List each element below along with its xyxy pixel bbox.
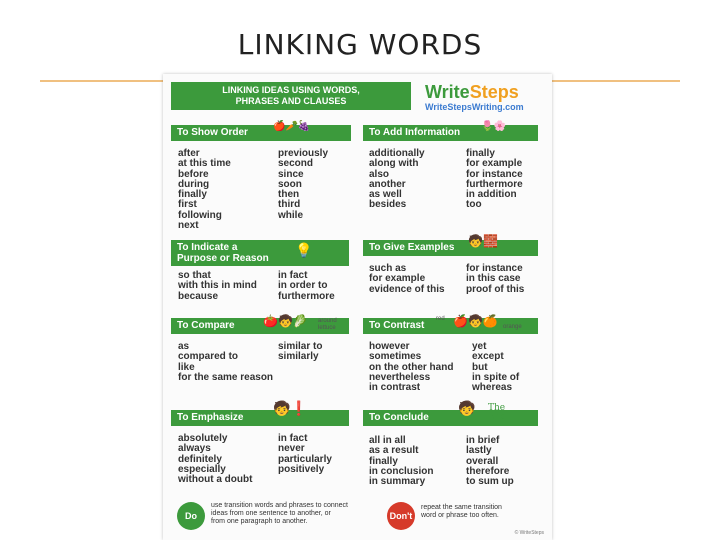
word: in summary	[369, 476, 426, 488]
word: particularly	[278, 453, 332, 465]
do-note-line: from one paragraph to another.	[211, 518, 308, 525]
word: for example	[466, 158, 523, 170]
word: however	[369, 341, 410, 352]
indicate-purpose-col1	[178, 271, 257, 302]
child-with-fruit-icon: 🍅🧒🥬	[263, 314, 308, 328]
deco-label: The	[488, 403, 506, 413]
fruit-icon: 🍎🥕🍇	[273, 121, 311, 132]
section-header-give-examples	[363, 240, 538, 256]
word: first	[178, 199, 197, 211]
child-with-fruit-icon: 🍎🧒🍊	[453, 314, 498, 328]
word: in order to	[278, 280, 328, 292]
word: on the other hand	[369, 361, 454, 373]
word: as	[178, 341, 190, 352]
word: to sum up	[466, 476, 514, 488]
child-with-blocks-icon: 🧒🧱	[468, 234, 498, 248]
word: but	[472, 361, 488, 373]
writesteps-logo	[425, 82, 545, 118]
word: in this case	[466, 273, 521, 285]
word: in brief	[466, 435, 500, 446]
contrast-decoration-label-red: red	[436, 316, 445, 322]
word: next	[178, 220, 199, 232]
word: whereas	[472, 382, 513, 394]
compare-decoration-labels	[318, 318, 337, 332]
dont-note-line: word or phrase too often.	[421, 512, 499, 519]
word: finally	[466, 148, 495, 159]
section-title-line2: Purpose or Reason	[177, 253, 269, 264]
the-end-sign	[488, 404, 506, 422]
compare-col1	[178, 342, 273, 383]
give-examples-col2	[466, 264, 524, 295]
word: furthermore	[466, 178, 523, 190]
word: never	[278, 443, 305, 455]
conclude-col1	[369, 436, 433, 487]
conclude-col2	[466, 436, 514, 487]
section-title: To Show Order	[177, 127, 248, 138]
word: finally	[178, 189, 207, 201]
emphasize-col1	[178, 434, 252, 485]
word: soon	[278, 178, 302, 190]
logo-url: WriteStepsWriting.com	[425, 102, 524, 112]
deco-label: around	[318, 318, 337, 324]
word: proof of this	[466, 283, 525, 295]
word: in conclusion	[369, 465, 434, 477]
section-header-add-information	[363, 125, 538, 141]
do-note	[211, 502, 348, 526]
word: after	[178, 148, 200, 159]
section-title: To Emphasize	[177, 412, 244, 423]
word: following	[178, 209, 222, 221]
copyright: © WriteSteps	[514, 530, 544, 536]
word: with this in mind	[178, 280, 257, 292]
word: lastly	[466, 445, 492, 457]
section-header-indicate-purpose	[171, 240, 349, 266]
word: besides	[369, 199, 407, 211]
word: without a doubt	[178, 474, 253, 486]
word: evidence of this	[369, 283, 445, 295]
give-examples-col1	[369, 264, 445, 295]
word: for instance	[466, 263, 523, 274]
word: also	[369, 168, 390, 180]
child-icon: 🧒	[458, 400, 476, 416]
word: such as	[369, 263, 407, 274]
section-title-line1: To Indicate a	[177, 242, 238, 253]
slide-title: LINKING WORDS	[237, 28, 483, 61]
add-information-col1	[369, 149, 425, 211]
word: definitely	[178, 453, 222, 465]
word: except	[472, 351, 504, 363]
word: for example	[369, 273, 426, 285]
word: since	[278, 168, 304, 180]
section-header-conclude	[363, 410, 538, 426]
word: then	[278, 189, 300, 201]
word: because	[178, 290, 219, 302]
word: compared to	[178, 351, 239, 363]
banner-line1: LINKING IDEAS USING WORDS,	[222, 85, 360, 95]
poster-banner	[171, 82, 411, 110]
do-note-line: ideas from one sentence to another, or	[211, 510, 331, 517]
word: yet	[472, 341, 487, 352]
word: finally	[369, 455, 398, 467]
word: along with	[369, 158, 419, 170]
section-title: To Add Information	[369, 127, 461, 138]
deco-label: End	[488, 412, 507, 422]
word: third	[278, 199, 301, 211]
flower-icon: 🌷🌸	[481, 121, 506, 132]
word: as well	[369, 189, 402, 201]
dont-note-line: repeat the same transition	[421, 504, 502, 511]
word: in fact	[278, 433, 308, 444]
word: in contrast	[369, 382, 421, 394]
word: especially	[178, 463, 226, 475]
banner-line2: PHRASES AND CLAUSES	[235, 96, 347, 106]
indicate-purpose-col2	[278, 271, 335, 302]
word: sometimes	[369, 351, 422, 363]
word: before	[178, 168, 209, 180]
word: for instance	[466, 168, 523, 180]
word: absolutely	[178, 433, 228, 444]
compare-col2	[278, 342, 322, 363]
section-title: To Give Examples	[369, 242, 455, 253]
show-order-col2	[278, 149, 328, 221]
poster-footer	[163, 498, 552, 540]
word: furthermore	[278, 290, 335, 302]
word: for the same reason	[178, 371, 274, 383]
dont-badge: Don't	[387, 502, 415, 530]
word: while	[278, 209, 304, 221]
word: nevertheless	[369, 371, 431, 383]
section-title: To Contrast	[369, 320, 425, 331]
word: additionally	[369, 148, 425, 159]
word: so that	[178, 270, 211, 281]
emphasize-col2	[278, 434, 332, 475]
word: at this time	[178, 158, 231, 170]
word: all in all	[369, 435, 406, 446]
word: in fact	[278, 270, 308, 281]
show-order-col1	[178, 149, 231, 231]
word: in spite of	[472, 371, 520, 383]
section-title: To Conclude	[369, 412, 429, 423]
word: as a result	[369, 445, 419, 457]
deco-label: lettuce	[318, 325, 336, 331]
word: similarly	[278, 351, 319, 363]
child-exclaim-icon: 🧒❗	[273, 400, 308, 416]
word: previously	[278, 148, 329, 159]
word: during	[178, 178, 210, 190]
word: second	[278, 158, 314, 170]
do-note-line: use transition words and phrases to connect	[211, 502, 348, 509]
word: too	[466, 199, 482, 211]
logo-brand-steps: Steps	[469, 82, 519, 102]
word: positively	[278, 463, 325, 475]
contrast-decoration-label-orange: orange	[503, 324, 522, 330]
linking-words-poster	[163, 74, 552, 540]
contrast-col1	[369, 342, 453, 393]
lightbulb-icon: 💡	[295, 242, 313, 258]
word: in addition	[466, 189, 517, 201]
word: like	[178, 361, 195, 373]
add-information-col2	[466, 149, 523, 211]
section-header-emphasize	[171, 410, 349, 426]
logo-brand-write: Write	[425, 82, 470, 102]
word: overall	[466, 455, 499, 467]
section-title: To Compare	[177, 320, 235, 331]
word: therefore	[466, 465, 510, 477]
logo-brand	[425, 82, 545, 102]
word: similar to	[278, 341, 323, 352]
do-badge: Do	[177, 502, 205, 530]
dont-note	[421, 504, 502, 520]
section-header-show-order	[171, 125, 351, 141]
word: another	[369, 178, 406, 190]
contrast-col2	[472, 342, 519, 393]
word: always	[178, 443, 211, 455]
